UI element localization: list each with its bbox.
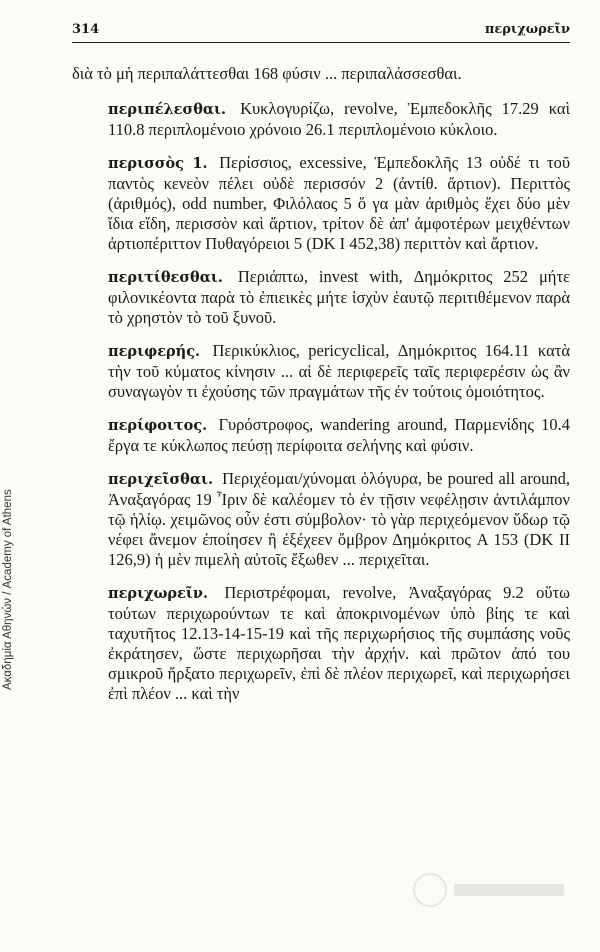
- entry-perissos: [72, 153, 570, 254]
- entry-body: Περιστρέφομαι, revolve, Ἀναξαγόρας 9.2 οὕτω τούτων περιχωρούντων τε καὶ ἀποκρινομένων ὑπὸ βίης τε καὶ ταχυτῆτος 12.13-14-15-19 καὶ τῆς περιχωρήσιος τῆς συμπάσης νοῦς ἐκράτησεν, ὥστε περιχωρῆσαι τὴν ἀρχήν. καὶ πρῶτον ἀπό του σμικροῦ ἤρξατο περιχωρεῖν, ἐπὶ δὲ πλέον περιχωρεῖ, καὶ περιχωρήσει ἐπὶ πλέον ... καὶ τὴν: [108, 583, 570, 703]
- entry-body: Γυρόστροφος, wandering around, Παρμενίδης 10.4 ἔργα τε κύκλωπος πεύσῃ περίφοιτα σελήνης καὶ φύσιν.: [108, 415, 571, 455]
- entry-body: διὰ τὸ μὴ περιπαλάττεσθαι 168 φύσιν ... περιπαλάσσεσθαι.: [72, 64, 462, 83]
- entry-periphoitos: [72, 415, 570, 456]
- entry-headword: περιχεῖσθαι.: [108, 471, 214, 488]
- side-label: Ακαδημία Αθηνών / Academy of Athens: [2, 489, 14, 690]
- page-header: [72, 22, 570, 43]
- academy-watermark-logo: [410, 870, 570, 910]
- entry-body: Περικύκλιος, pericyclical, Δημόκριτος 164.11 κατὰ τὴν τοῦ κύματος κίνησιν ... αἱ δὲ περιφερεῖς ταῖς περιφερέσιν ὡς ἂν συναγωγὸν τι ἐχούσης τῶν πραγμάτων τῆς ἐν τούτοις ὁμοιότητος.: [108, 341, 570, 401]
- entry-headword: περιχωρεῖν.: [108, 585, 209, 602]
- dictionary-content: [72, 64, 570, 717]
- entry-body: Κυκλογυρίζω, revolve, Ἐμπεδοκλῆς 17.29 καὶ 110.8 περιπλομένοιο χρόνοιο 26.1 περιπλομένοιο κύκλοιο.: [108, 99, 571, 139]
- entry-headword: περίφοιτος.: [108, 417, 208, 434]
- entry-headword: περιπέλεσθαι.: [108, 101, 227, 118]
- entry-continuation: [72, 64, 570, 84]
- entry-perichorein: [72, 583, 570, 704]
- entry-peritithesthai: [72, 267, 570, 328]
- entry-perichesthai: [72, 469, 570, 570]
- running-head: περιχωρεῖν: [484, 22, 570, 37]
- entry-peripheres: [72, 341, 570, 402]
- entry-headword: περισσὸς 1.: [108, 155, 208, 172]
- entry-body: Περιχέομαι/χύνομαι ὁλόγυρα, be poured all around, Ἀναξαγόρας 19 Ἶριν δὲ καλέομεν τὸ ἐν τῇσιν νεφέλῃσιν ἀντιλάμπον τῷ ἡλίῳ. χειμῶνος οὖν ἐστι σύμβολον· τὸ γὰρ περιχεόμενον ὕδωρ τῷ νέφει ἄνεμον ἐποίησεν ἢ ἐξέχεεν ὄμβρον Δημόκριτος A 153 (DK II 126,9) ἡ μὲν πιμελὴ αὐτοῖς ἔξωθεν ... περιχεῖται.: [108, 469, 571, 569]
- entry-peripelesthai: [72, 99, 570, 140]
- entry-headword: περιφερής.: [108, 343, 201, 360]
- page-number: 314: [72, 22, 100, 37]
- entry-body: Περίσσιος, excessive, Ἐμπεδοκλῆς 13 οὐδέ τι τοῦ παντὸς κενεὸν πέλει οὐδὲ περισσόν 2 (ἀντίθ. ἄρτιον). Περιττὸς (ἀριθμός), odd number, Φιλόλαος 5 ὅ γα μὰν ἀριθμὸς ἔχει δύο μὲν ἴδια εἴδη, περισσὸν καὶ ἄρτιον, τρίτον δὲ ἀπ' ἀμφοτέρων μειχθέντων ἀρτιοπέριττον Πυθαγόρειοι 5 (DK I 452,38) περιττὸν καὶ ἄρτιον.: [108, 153, 571, 253]
- entry-body: Περιάπτω, invest with, Δημόκριτος 252 μήτε φιλονικέοντα παρὰ τὸ ἐπιεικὲς μήτε ἰσχὺν ἑαυτῷ περιτιθέμενον παρὰ τὸ χρηστὸν τὸ τοῦ ξυνοῦ.: [108, 267, 571, 327]
- entry-headword: περιτίθεσθαι.: [108, 269, 223, 286]
